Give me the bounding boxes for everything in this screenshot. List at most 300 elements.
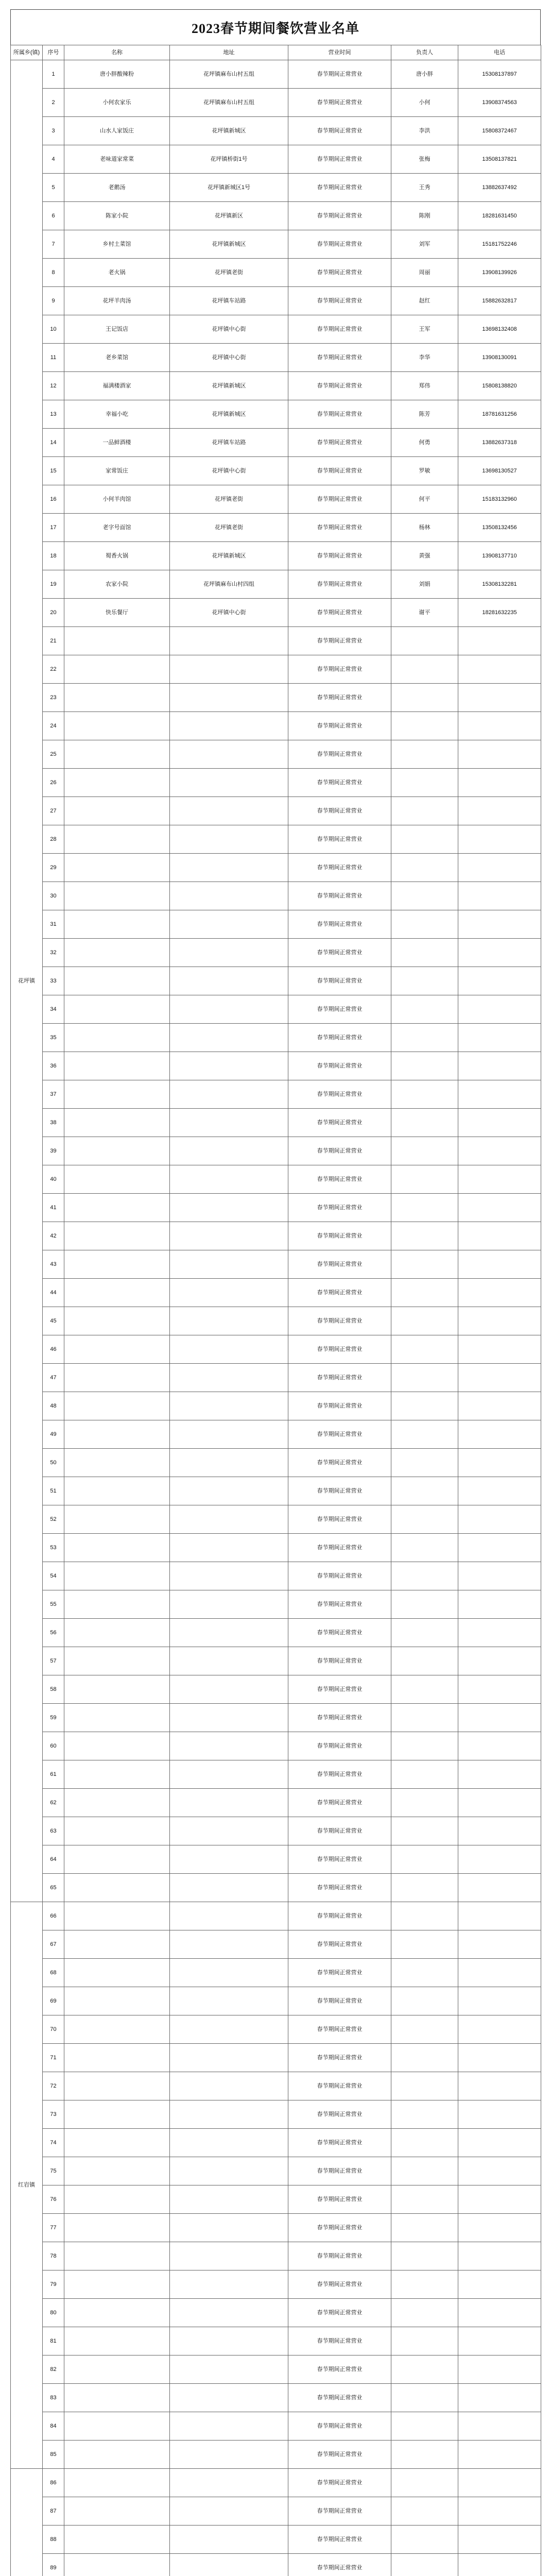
hours-cell: 春节期间正常营业 [288,2554,391,2576]
address-cell [170,2299,288,2327]
phone-cell [458,1902,541,1930]
hours-cell: 春节期间正常营业 [288,1874,391,1902]
index-cell: 66 [43,1902,64,1930]
name-cell [64,1902,170,1930]
phone-cell [458,882,541,910]
index-cell: 4 [43,145,64,174]
phone-cell [458,1307,541,1335]
phone-cell [458,2129,541,2157]
person-cell: 李洪 [391,117,458,145]
person-cell [391,769,458,797]
phone-cell [458,1562,541,1590]
person-cell: 李华 [391,344,458,372]
name-cell [64,2157,170,2185]
person-cell [391,684,458,712]
person-cell [391,1279,458,1307]
table-row [11,1505,541,1534]
phone-cell [458,1109,541,1137]
index-cell: 9 [43,287,64,315]
person-cell [391,1789,458,1817]
table-row [11,315,541,344]
address-cell [170,1364,288,1392]
name-cell [64,1420,170,1449]
table-row [11,1194,541,1222]
name-cell [64,1505,170,1534]
phone-cell [458,1392,541,1420]
address-cell [170,1902,288,1930]
name-cell: 老鹅汤 [64,174,170,202]
phone-cell [458,797,541,825]
index-cell: 63 [43,1817,64,1845]
table-row [11,995,541,1024]
hours-cell: 春节期间正常营业 [288,287,391,315]
table-row [11,1420,541,1449]
header-name: 名称 [64,45,170,60]
index-cell: 29 [43,854,64,882]
hours-cell: 春节期间正常营业 [288,1675,391,1704]
address-cell [170,712,288,740]
address-cell: 花坪镇新城区 [170,230,288,259]
table-row [11,2044,541,2072]
name-cell [64,2214,170,2242]
index-cell: 51 [43,1477,64,1505]
index-cell: 75 [43,2157,64,2185]
address-cell [170,2327,288,2355]
person-cell [391,1817,458,1845]
name-cell [64,2327,170,2355]
hours-cell: 春节期间正常营业 [288,1335,391,1364]
address-cell [170,2441,288,2469]
name-cell [64,1845,170,1874]
phone-cell [458,1987,541,2015]
index-cell: 88 [43,2526,64,2554]
person-cell [391,797,458,825]
phone-cell [458,1165,541,1194]
phone-cell: 15808372467 [458,117,541,145]
person-cell: 王军 [391,315,458,344]
person-cell: 陈刚 [391,202,458,230]
name-cell: 幸福小吃 [64,400,170,429]
phone-cell [458,1052,541,1080]
table-row [11,939,541,967]
name-cell [64,1250,170,1279]
person-cell [391,1874,458,1902]
address-cell [170,2242,288,2270]
town-cell [11,2469,43,2576]
address-cell [170,1109,288,1137]
name-cell [64,655,170,684]
phone-cell [458,2214,541,2242]
hours-cell: 春节期间正常营业 [288,1364,391,1392]
name-cell [64,1052,170,1080]
name-cell [64,910,170,939]
person-cell [391,1024,458,1052]
table-row [11,145,541,174]
name-cell: 老乡菜馆 [64,344,170,372]
header-address: 地址 [170,45,288,60]
phone-cell [458,1874,541,1902]
table-row [11,1279,541,1307]
person-cell [391,2554,458,2576]
hours-cell: 春节期间正常营业 [288,1024,391,1052]
phone-cell [458,1420,541,1449]
name-cell [64,2044,170,2072]
hours-cell: 春节期间正常营业 [288,2185,391,2214]
index-cell: 2 [43,89,64,117]
hours-cell: 春节期间正常营业 [288,655,391,684]
hours-cell: 春节期间正常营业 [288,117,391,145]
person-cell [391,2214,458,2242]
phone-cell: 18281631450 [458,202,541,230]
table-row [11,2270,541,2299]
name-cell [64,2412,170,2441]
address-cell: 花坪镇麻布山村五组 [170,89,288,117]
table-row [11,60,541,89]
person-cell [391,910,458,939]
person-cell [391,1760,458,1789]
person-cell [391,1619,458,1647]
index-cell: 11 [43,344,64,372]
index-cell: 44 [43,1279,64,1307]
index-cell: 77 [43,2214,64,2242]
address-cell: 花坪镇车站路 [170,287,288,315]
header-phone: 电话 [458,45,541,60]
index-cell: 62 [43,1789,64,1817]
name-cell [64,995,170,1024]
page-title: 2023春节期间餐饮营业名单 [10,9,541,45]
address-cell [170,2526,288,2554]
index-cell: 45 [43,1307,64,1335]
phone-cell [458,854,541,882]
hours-cell: 春节期间正常营业 [288,60,391,89]
address-cell [170,1052,288,1080]
name-cell [64,1279,170,1307]
address-cell [170,2469,288,2497]
phone-cell: 13908130091 [458,344,541,372]
hours-cell: 春节期间正常营业 [288,315,391,344]
table-row [11,1647,541,1675]
table-row [11,542,541,570]
phone-cell: 15181752246 [458,230,541,259]
table-row [11,1165,541,1194]
table-row [11,967,541,995]
hours-cell: 春节期间正常营业 [288,1732,391,1760]
hours-cell: 春节期间正常营业 [288,2299,391,2327]
address-cell [170,2129,288,2157]
index-cell: 61 [43,1760,64,1789]
table-row [11,230,541,259]
person-cell [391,1392,458,1420]
phone-cell [458,2384,541,2412]
person-cell [391,1987,458,2015]
index-cell: 43 [43,1250,64,1279]
address-cell [170,2384,288,2412]
person-cell: 谢平 [391,599,458,627]
name-cell [64,1364,170,1392]
phone-cell [458,967,541,995]
phone-cell: 15183132960 [458,485,541,514]
address-cell [170,1080,288,1109]
phone-cell [458,1250,541,1279]
table-row [11,910,541,939]
hours-cell: 春节期间正常营业 [288,2044,391,2072]
phone-cell [458,684,541,712]
address-cell [170,2412,288,2441]
index-cell: 37 [43,1080,64,1109]
name-cell [64,1137,170,1165]
address-cell [170,2355,288,2384]
name-cell: 老味道家常菜 [64,145,170,174]
table-row [11,1732,541,1760]
index-cell: 22 [43,655,64,684]
address-cell: 花坪镇新城区1号 [170,174,288,202]
index-cell: 53 [43,1534,64,1562]
phone-cell: 15882632817 [458,287,541,315]
table-row [11,485,541,514]
hours-cell: 春节期间正常营业 [288,854,391,882]
name-cell [64,2015,170,2044]
table-row [11,1817,541,1845]
table-row [11,117,541,145]
table-row [11,287,541,315]
name-cell [64,2355,170,2384]
address-cell [170,1619,288,1647]
person-cell [391,2469,458,2497]
person-cell [391,1222,458,1250]
index-cell: 47 [43,1364,64,1392]
person-cell [391,967,458,995]
index-cell: 7 [43,230,64,259]
index-cell: 85 [43,2441,64,2469]
name-cell [64,1732,170,1760]
phone-cell: 13908374563 [458,89,541,117]
hours-cell: 春节期间正常营业 [288,1930,391,1959]
phone-cell [458,2242,541,2270]
index-cell: 74 [43,2129,64,2157]
town-cell: 花坪镇 [11,60,43,1902]
person-cell [391,1250,458,1279]
hours-cell: 春节期间正常营业 [288,1760,391,1789]
person-cell [391,1845,458,1874]
index-cell: 56 [43,1619,64,1647]
hours-cell: 春节期间正常营业 [288,1449,391,1477]
address-cell [170,1420,288,1449]
address-cell: 花坪镇新城区 [170,372,288,400]
index-cell: 57 [43,1647,64,1675]
index-cell: 31 [43,910,64,939]
table-row [11,2242,541,2270]
hours-cell: 春节期间正常营业 [288,372,391,400]
index-cell: 40 [43,1165,64,1194]
address-cell: 花坪镇中心街 [170,315,288,344]
table-row [11,1845,541,1874]
name-cell [64,2129,170,2157]
table-row [11,1987,541,2015]
phone-cell [458,1619,541,1647]
table-row [11,1789,541,1817]
table-row [11,1222,541,1250]
person-cell: 唐小胖 [391,60,458,89]
index-cell: 82 [43,2355,64,2384]
hours-cell: 春节期间正常营业 [288,89,391,117]
index-cell: 15 [43,457,64,485]
name-cell: 老字号面馆 [64,514,170,542]
address-cell: 花坪镇新区 [170,202,288,230]
hours-cell: 春节期间正常营业 [288,400,391,429]
address-cell [170,2214,288,2242]
person-cell [391,1590,458,1619]
name-cell [64,1704,170,1732]
hours-cell: 春节期间正常营业 [288,1109,391,1137]
table-row [11,1335,541,1364]
table-row [11,684,541,712]
hours-cell: 春节期间正常营业 [288,797,391,825]
index-cell: 89 [43,2554,64,2576]
hours-cell: 春节期间正常营业 [288,712,391,740]
phone-cell [458,1675,541,1704]
phone-cell [458,1364,541,1392]
index-cell: 67 [43,1930,64,1959]
address-cell [170,1165,288,1194]
hours-cell: 春节期间正常营业 [288,967,391,995]
table-row [11,344,541,372]
phone-cell [458,769,541,797]
hours-cell: 春节期间正常营业 [288,1080,391,1109]
hours-cell: 春节期间正常营业 [288,1845,391,1874]
name-cell [64,2185,170,2214]
name-cell [64,627,170,655]
name-cell [64,2554,170,2576]
table-row [11,2526,541,2554]
phone-cell: 13698132408 [458,315,541,344]
index-cell: 19 [43,570,64,599]
person-cell [391,1449,458,1477]
index-cell: 8 [43,259,64,287]
table-row [11,1137,541,1165]
hours-cell: 春节期间正常营业 [288,174,391,202]
person-cell [391,1902,458,1930]
hours-cell: 春节期间正常营业 [288,2497,391,2526]
index-cell: 48 [43,1392,64,1420]
hours-cell: 春节期间正常营业 [288,2412,391,2441]
phone-cell [458,1959,541,1987]
phone-cell: 15308132281 [458,570,541,599]
name-cell [64,1987,170,2015]
hours-cell: 春节期间正常营业 [288,457,391,485]
name-cell [64,1562,170,1590]
table-row [11,1704,541,1732]
table-row [11,1562,541,1590]
address-cell [170,1675,288,1704]
phone-cell [458,2412,541,2441]
index-cell: 73 [43,2100,64,2129]
person-cell [391,2157,458,2185]
person-cell [391,825,458,854]
address-cell [170,797,288,825]
index-cell: 42 [43,1222,64,1250]
index-cell: 84 [43,2412,64,2441]
phone-cell [458,1845,541,1874]
index-cell: 58 [43,1675,64,1704]
address-cell: 花坪镇新城区 [170,542,288,570]
name-cell [64,939,170,967]
person-cell [391,2185,458,2214]
table-row [11,174,541,202]
person-cell [391,1080,458,1109]
phone-cell: 13508132456 [458,514,541,542]
name-cell [64,2299,170,2327]
name-cell [64,1874,170,1902]
index-cell: 64 [43,1845,64,1874]
address-cell: 花坪镇中心街 [170,599,288,627]
hours-cell: 春节期间正常营业 [288,2242,391,2270]
name-cell [64,1477,170,1505]
name-cell [64,1165,170,1194]
table-row [11,825,541,854]
address-cell [170,1335,288,1364]
hours-cell: 春节期间正常营业 [288,1590,391,1619]
table-row [11,2299,541,2327]
name-cell [64,2270,170,2299]
table-row [11,1307,541,1335]
table-row [11,2327,541,2355]
phone-cell [458,2185,541,2214]
address-cell: 花坪镇老街 [170,259,288,287]
header-index: 序号 [43,45,64,60]
hours-cell: 春节期间正常营业 [288,1392,391,1420]
hours-cell: 春节期间正常营业 [288,542,391,570]
table-row [11,1024,541,1052]
address-cell [170,1505,288,1534]
name-cell [64,1590,170,1619]
person-cell [391,854,458,882]
table-row [11,514,541,542]
table-row [11,1392,541,1420]
person-cell: 张梅 [391,145,458,174]
table-row [11,1449,541,1477]
hours-cell: 春节期间正常营业 [288,995,391,1024]
phone-cell [458,1590,541,1619]
table-row [11,1534,541,1562]
phone-cell [458,2469,541,2497]
person-cell [391,2497,458,2526]
person-cell [391,1562,458,1590]
table-row [11,372,541,400]
index-cell: 68 [43,1959,64,1987]
hours-cell: 春节期间正常营业 [288,1647,391,1675]
name-cell: 王记饭店 [64,315,170,344]
index-cell: 32 [43,939,64,967]
address-cell [170,1562,288,1590]
name-cell: 陈家小院 [64,202,170,230]
index-cell: 80 [43,2299,64,2327]
address-cell: 花坪镇新城区 [170,117,288,145]
table-row [11,769,541,797]
hours-cell: 春节期间正常营业 [288,1987,391,2015]
person-cell [391,2072,458,2100]
person-cell [391,2242,458,2270]
name-cell [64,1194,170,1222]
phone-cell: 13508137821 [458,145,541,174]
address-cell [170,1874,288,1902]
address-cell [170,1817,288,1845]
hours-cell: 春节期间正常营业 [288,627,391,655]
index-cell: 71 [43,2044,64,2072]
hours-cell: 春节期间正常营业 [288,599,391,627]
name-cell [64,712,170,740]
table-row [11,1902,541,1930]
address-cell [170,2072,288,2100]
